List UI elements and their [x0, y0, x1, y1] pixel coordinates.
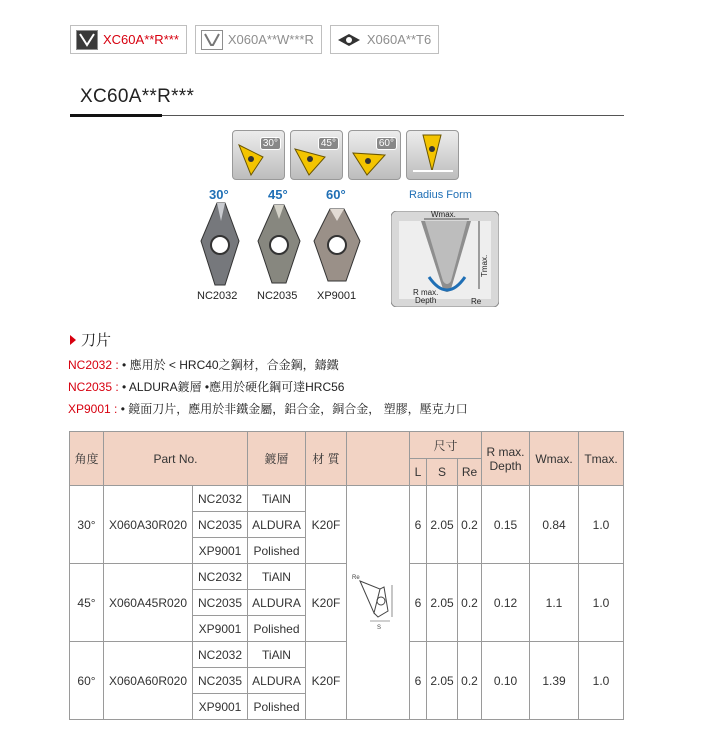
cell-rmax-depth: 0.15 — [482, 486, 530, 564]
bullet-triangle-icon — [70, 335, 76, 345]
cell-grade: NC2035 — [193, 668, 248, 694]
cell-part-no: X060A30R020 — [104, 486, 193, 564]
cell-tmax: 1.0 — [579, 564, 624, 642]
diagram-s-label: S — [377, 625, 382, 631]
header-image — [347, 432, 410, 486]
header-coating: 鍍層 — [248, 432, 306, 486]
cell-angle: 30° — [70, 486, 104, 564]
insert-dimension-diagram — [347, 486, 410, 720]
section-title — [70, 329, 111, 350]
cell-re: 0.2 — [458, 564, 482, 642]
diagram-re-label: Re — [352, 575, 360, 581]
product-heading — [70, 80, 624, 116]
header-wmax: Wmax. — [530, 432, 579, 486]
insert-angle-label: 30° — [209, 187, 229, 202]
heading-accent-bar — [70, 114, 162, 117]
cell-coating: Polished — [248, 694, 306, 720]
table-header-row — [70, 432, 624, 459]
cell-grade: NC2035 — [193, 590, 248, 616]
tab-label: X060A**W***R — [227, 32, 314, 47]
chamfer-60-icon — [348, 130, 401, 180]
grade-description — [68, 356, 339, 373]
cell-s: 2.05 — [427, 486, 458, 564]
cell-wmax: 1.39 — [530, 642, 579, 720]
insert-xp9001-image — [312, 201, 362, 287]
cell-grade: XP9001 — [193, 538, 248, 564]
header-size: 尺寸 — [410, 432, 482, 459]
angle-label: 30° — [260, 137, 281, 150]
angle-label: 45° — [318, 137, 339, 150]
insert-angle-label: 45° — [268, 187, 288, 202]
cell-coating: Polished — [248, 616, 306, 642]
cell-coating: TiAlN — [248, 486, 306, 512]
depth-label: Depth — [415, 296, 437, 305]
tab-x060a-t6[interactable] — [330, 25, 439, 54]
header-angle: 角度 — [70, 432, 104, 486]
insert-grade-label: NC2035 — [257, 290, 298, 302]
wmax-label: Wmax. — [431, 211, 456, 219]
cell-l: 6 — [410, 486, 427, 564]
cell-tmax: 1.0 — [579, 486, 624, 564]
cell-material: K20F — [306, 564, 347, 642]
cell-coating: TiAlN — [248, 642, 306, 668]
cell-part-no: X060A45R020 — [104, 564, 193, 642]
angle-label: 60° — [376, 137, 397, 150]
page-title: XC60A**R*** — [80, 86, 195, 107]
radius-groove-icon — [406, 130, 459, 180]
grade-text: • ALDURA鍍層 •應用於硬化鋼可達HRC56 — [118, 380, 345, 394]
cell-coating: TiAlN — [248, 564, 306, 590]
cell-coating: ALDURA — [248, 668, 306, 694]
header-l: L — [410, 459, 427, 486]
insert-grade-label: XP9001 — [317, 290, 357, 302]
chamfer-45-icon — [290, 130, 343, 180]
grade-description — [68, 378, 344, 395]
grade-code: XP9001 : — [68, 402, 118, 416]
cell-s: 2.05 — [427, 564, 458, 642]
cell-l: 6 — [410, 564, 427, 642]
cell-angle: 45° — [70, 564, 104, 642]
cell-l: 6 — [410, 642, 427, 720]
cell-rmax-depth: 0.10 — [482, 642, 530, 720]
cell-re: 0.2 — [458, 486, 482, 564]
spec-table — [69, 431, 624, 720]
application-icons — [232, 130, 459, 180]
cell-s: 2.05 — [427, 642, 458, 720]
cell-material: K20F — [306, 642, 347, 720]
cell-grade: XP9001 — [193, 616, 248, 642]
cell-grade: NC2035 — [193, 512, 248, 538]
tab-x060a-w-r[interactable] — [195, 25, 322, 54]
chamfer-30-icon — [232, 130, 285, 180]
insert-grade-label: NC2032 — [197, 290, 238, 302]
tab-label: XC60A**R*** — [103, 32, 179, 47]
cell-part-no: X060A60R020 — [104, 642, 193, 720]
cell-grade: NC2032 — [193, 642, 248, 668]
header-tmax: Tmax. — [579, 432, 624, 486]
table-row — [70, 486, 624, 512]
cell-grade: XP9001 — [193, 694, 248, 720]
grade-text: • 應用於 < HRC40之鋼材，合金鋼，鑄鐵 — [118, 358, 339, 372]
grade-description — [68, 400, 468, 417]
cell-wmax: 0.84 — [530, 486, 579, 564]
grade-code: NC2032 : — [68, 358, 119, 372]
cell-grade: NC2032 — [193, 564, 248, 590]
header-rmax-depth: R max. Depth — [482, 432, 530, 486]
tmax-label: Tmax. — [480, 254, 489, 277]
cell-coating: Polished — [248, 538, 306, 564]
cell-tmax: 1.0 — [579, 642, 624, 720]
tab-label: X060A**T6 — [366, 32, 432, 47]
re-label: Re — [471, 297, 482, 306]
grade-text: • 鏡面刀片，應用於非鐵金屬，鋁合金，銅合金， 塑膠，壓克力口 — [117, 402, 468, 416]
v-groove-radius-icon — [76, 30, 98, 50]
thread-insert-icon — [336, 30, 362, 50]
cell-coating: ALDURA — [248, 512, 306, 538]
cell-re: 0.2 — [458, 642, 482, 720]
cell-coating: ALDURA — [248, 590, 306, 616]
header-re: Re — [458, 459, 482, 486]
insert-nc2032-image — [195, 201, 245, 287]
header-s: S — [427, 459, 458, 486]
cell-material: K20F — [306, 486, 347, 564]
tab-xc60a-r[interactable] — [70, 25, 187, 54]
cell-rmax-depth: 0.12 — [482, 564, 530, 642]
product-tabs — [70, 25, 439, 54]
radius-form-diagram — [391, 211, 499, 307]
section-title-text: 刀片 — [81, 332, 112, 349]
header-material: 材 質 — [306, 432, 347, 486]
header-part-no: Part No. — [104, 432, 248, 486]
v-groove-width-icon — [201, 30, 223, 50]
insert-nc2035-image — [254, 201, 304, 287]
cell-angle: 60° — [70, 642, 104, 720]
cell-wmax: 1.1 — [530, 564, 579, 642]
rmax-label: R max. — [413, 288, 439, 297]
radius-form-title: Radius Form — [409, 189, 472, 201]
insert-angle-label: 60° — [326, 187, 346, 202]
grade-code: NC2035 : — [68, 380, 119, 394]
cell-grade: NC2032 — [193, 486, 248, 512]
